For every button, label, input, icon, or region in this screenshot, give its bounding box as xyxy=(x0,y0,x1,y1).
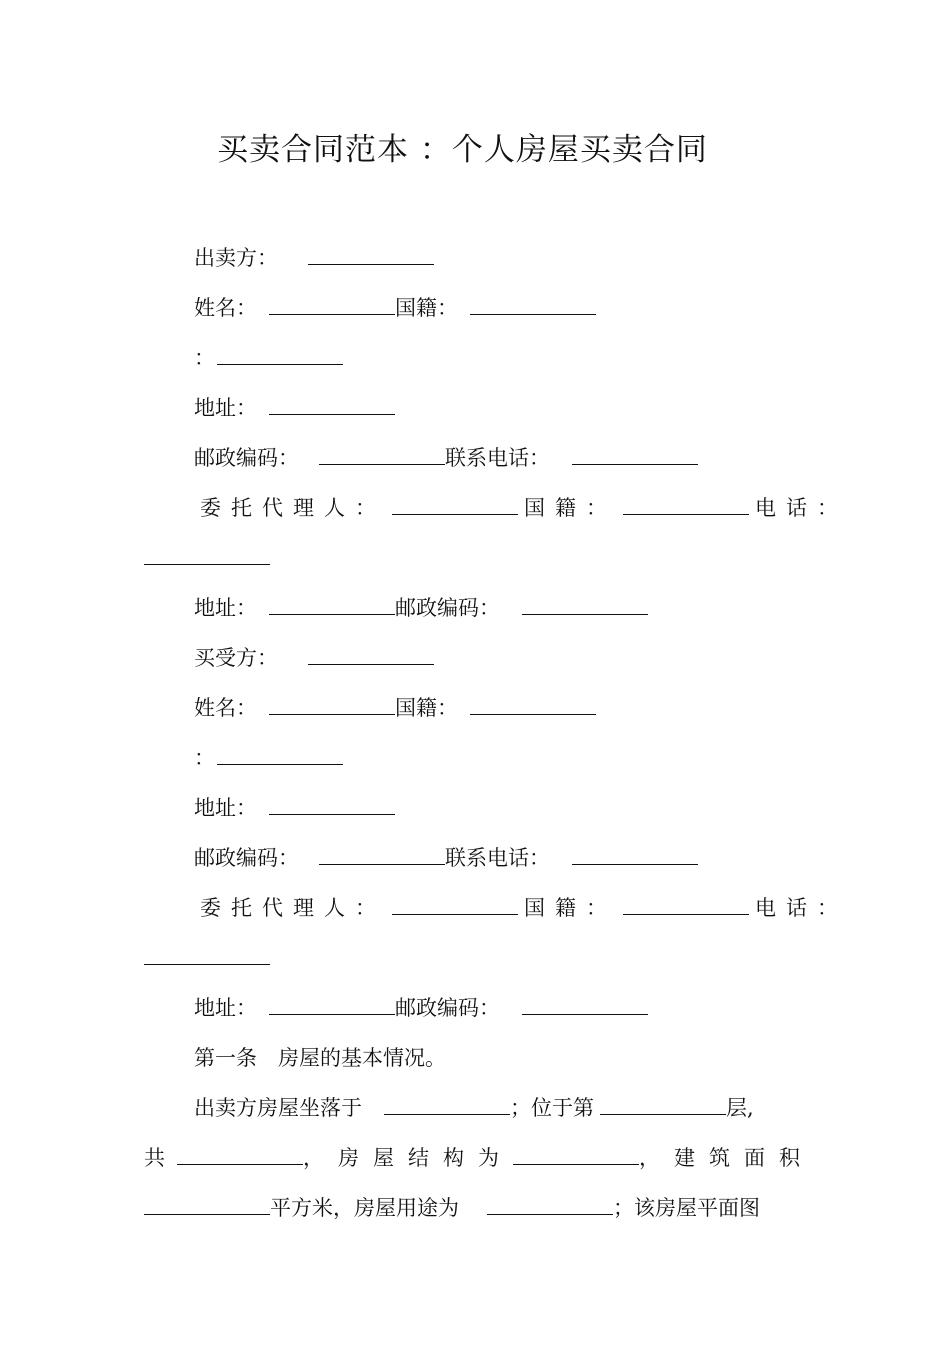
document-title: 买卖合同范本 ：个人房屋买卖合同 xyxy=(217,132,708,168)
seller-name-blank[interactable] xyxy=(269,294,395,315)
article1-location-blank[interactable] xyxy=(384,1094,510,1115)
article1-floor-suffix: 层, xyxy=(726,1096,754,1120)
buyer-postcode-blank[interactable] xyxy=(319,844,445,865)
seller-agent-address-label: 地址： xyxy=(194,596,257,620)
seller-agent-address-row xyxy=(194,594,648,622)
seller-nationality-label: 国籍： xyxy=(395,296,458,320)
buyer-postcode-label: 邮政编码： xyxy=(194,846,299,870)
buyer-agent-blank[interactable] xyxy=(392,894,518,915)
seller-agent-nationality-blank[interactable] xyxy=(623,494,749,515)
seller-phone-label: 联系电话： xyxy=(445,446,550,470)
seller-nationality-blank[interactable] xyxy=(470,294,596,315)
buyer-agent-nationality-label: 国籍： xyxy=(524,896,617,920)
buyer-blank[interactable] xyxy=(308,644,434,665)
seller-agent-label: 委托代理人： xyxy=(200,496,386,520)
buyer-agent-label: 委托代理人： xyxy=(200,896,386,920)
seller-postcode-label: 邮政编码： xyxy=(194,446,299,470)
seller-id-row xyxy=(194,344,343,372)
buyer-id-colon: ： xyxy=(194,746,215,770)
buyer-agent-nationality-blank[interactable] xyxy=(623,894,749,915)
article1-usage-blank[interactable] xyxy=(487,1194,613,1215)
seller-name-label: 姓名： xyxy=(194,296,257,320)
seller-address-blank[interactable] xyxy=(269,394,395,415)
buyer-name-row xyxy=(194,694,596,722)
buyer-postcode-row xyxy=(194,844,698,872)
buyer-agent-address-blank[interactable] xyxy=(269,994,395,1015)
seller-blank[interactable] xyxy=(308,244,434,265)
buyer-nationality-blank[interactable] xyxy=(470,694,596,715)
seller-agent-address-blank[interactable] xyxy=(269,594,395,615)
seller-agent-phone-row xyxy=(144,544,270,572)
article1-floor-label: ；位于第 xyxy=(510,1096,594,1120)
buyer-id-blank[interactable] xyxy=(217,744,343,765)
article1-total-blank[interactable] xyxy=(177,1144,303,1165)
buyer-heading-row xyxy=(194,644,434,672)
article1-total-label: 共 xyxy=(144,1146,165,1170)
seller-heading-row xyxy=(194,244,434,272)
article1-structure-blank[interactable] xyxy=(513,1144,639,1165)
buyer-phone-label: 联系电话： xyxy=(445,846,550,870)
buyer-agent-address-label: 地址： xyxy=(194,996,257,1020)
seller-agent-postcode-label: 邮政编码： xyxy=(395,596,500,620)
seller-id-blank[interactable] xyxy=(217,344,343,365)
buyer-heading: 买受方： xyxy=(194,646,278,670)
buyer-address-label: 地址： xyxy=(194,796,257,820)
buyer-agent-phone-label: 电话： xyxy=(755,896,848,920)
article1-usage-label: 平方米，房屋用途为 xyxy=(270,1196,459,1220)
buyer-address-row xyxy=(194,794,395,822)
buyer-agent-postcode-blank[interactable] xyxy=(522,994,648,1015)
seller-address-row xyxy=(194,394,395,422)
seller-address-label: 地址： xyxy=(194,396,257,420)
seller-agent-postcode-blank[interactable] xyxy=(522,594,648,615)
article1-floor-blank[interactable] xyxy=(600,1094,726,1115)
article1-location-label: 出卖方房屋坐落于 xyxy=(194,1096,362,1120)
buyer-agent-postcode-label: 邮政编码： xyxy=(395,996,500,1020)
article1-heading: 第一条 房屋的基本情况。 xyxy=(194,1046,446,1070)
article1-heading-row xyxy=(194,1044,446,1072)
seller-name-row xyxy=(194,294,596,322)
buyer-id-row xyxy=(194,744,343,772)
buyer-name-label: 姓名： xyxy=(194,696,257,720)
seller-agent-nationality-label: 国籍： xyxy=(524,496,617,520)
buyer-agent-phone-blank[interactable] xyxy=(144,944,270,965)
article1-structure-label: ，房屋结构为 xyxy=(303,1146,513,1170)
article1-floorplan-label: ；该房屋平面图 xyxy=(613,1196,760,1220)
article1-line2 xyxy=(144,1144,814,1172)
seller-agent-row xyxy=(200,494,848,522)
article1-line3 xyxy=(144,1194,760,1222)
seller-agent-blank[interactable] xyxy=(392,494,518,515)
seller-heading: 出卖方： xyxy=(194,246,278,270)
seller-agent-phone-blank[interactable] xyxy=(144,544,270,565)
article1-line1 xyxy=(194,1094,754,1122)
seller-postcode-row xyxy=(194,444,698,472)
article1-area-blank[interactable] xyxy=(144,1194,270,1215)
buyer-nationality-label: 国籍： xyxy=(395,696,458,720)
article1-area-label: ，建筑面积 xyxy=(639,1146,814,1170)
seller-postcode-blank[interactable] xyxy=(319,444,445,465)
buyer-agent-row xyxy=(200,894,848,922)
buyer-agent-phone-row xyxy=(144,944,270,972)
buyer-address-blank[interactable] xyxy=(269,794,395,815)
buyer-agent-address-row xyxy=(194,994,648,1022)
buyer-name-blank[interactable] xyxy=(269,694,395,715)
seller-agent-phone-label: 电话： xyxy=(755,496,848,520)
buyer-phone-blank[interactable] xyxy=(572,844,698,865)
seller-phone-blank[interactable] xyxy=(572,444,698,465)
seller-id-colon: ： xyxy=(194,346,215,370)
